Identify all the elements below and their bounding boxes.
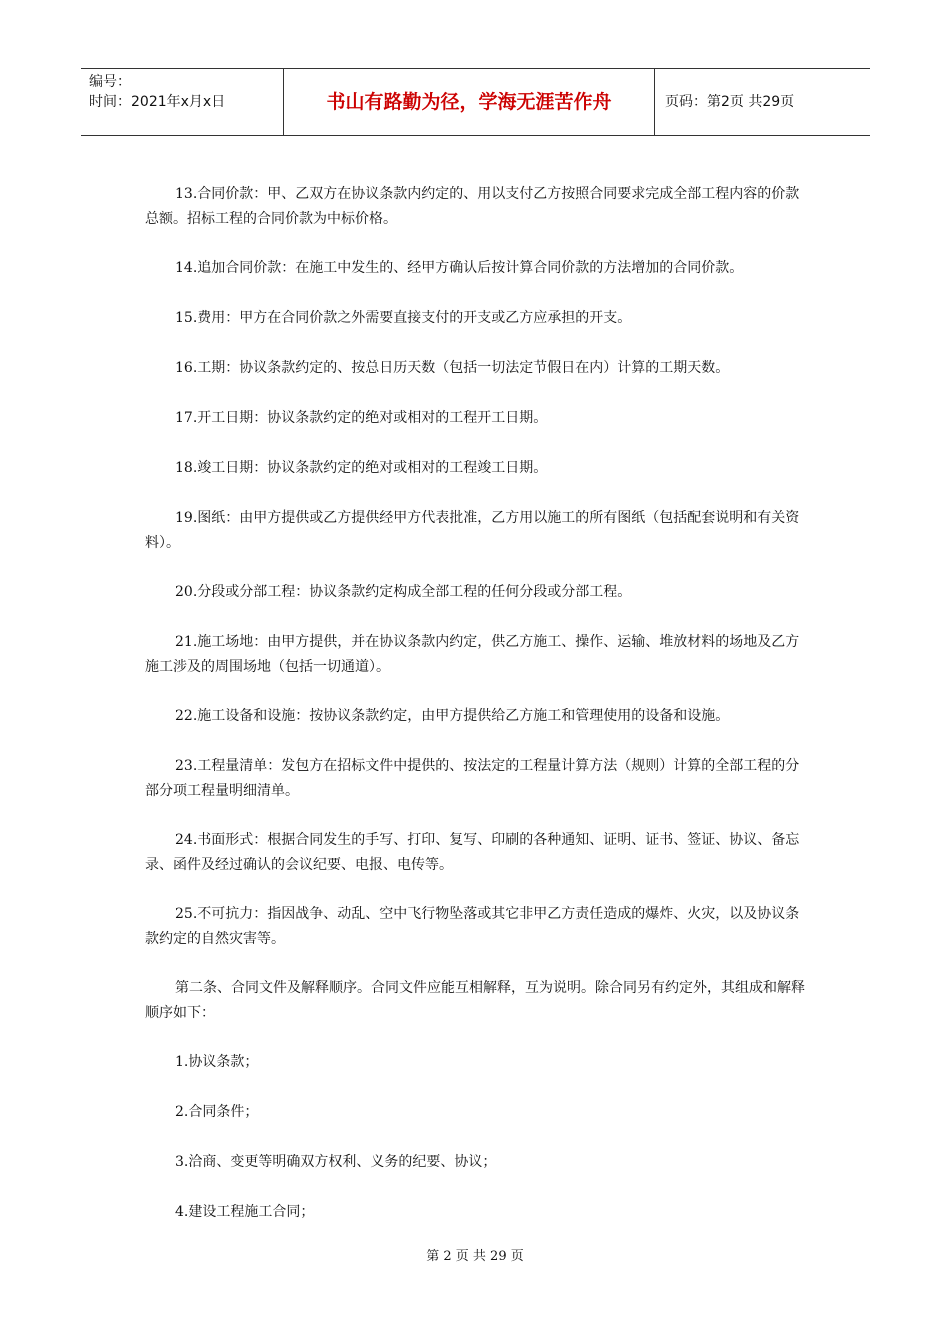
header-motto: 书山有路勤为径，学海无涯苦作舟: [283, 69, 655, 135]
list-item-3: 3.洽商、变更等明确双方权利、义务的纪要、协议；: [175, 1154, 497, 1170]
paragraph-15: 15.费用：甲方在合同价款之外需要直接支付的开支或乙方应承担的开支。: [175, 310, 632, 326]
paragraph-23: 23.工程量清单：发包方在招标文件中提供的、按法定的工程量计算方法（规则）计算的全部工程的分部分项工程量明细清单。: [145, 758, 800, 799]
list-item-2: 2.合同条件；: [175, 1104, 259, 1120]
list-item-1: 1.协议条款；: [175, 1054, 259, 1070]
paragraph-19: 19.图纸：由甲方提供或乙方提供经甲方代表批准，乙方用以施工的所有图纸（包括配套说明和有关资料）。: [145, 510, 800, 551]
paragraph-20: 20.分段或分部工程：协议条款约定构成全部工程的任何分段或分部工程。: [175, 584, 632, 600]
paragraph-25: 25.不可抗力：指因战争、动乱、空中飞行物坠落或其它非甲乙方责任造成的爆炸、火灾，以及协议条款约定的自然灾害等。: [145, 906, 800, 947]
article-2-intro: 第二条、合同文件及解释顺序。合同文件应能互相解释，互为说明。除合同另有约定外，其组成和解释顺序如下：: [145, 980, 805, 1021]
document-body: [145, 182, 810, 1250]
header-page-info: 页码：第2页 共29页: [665, 94, 795, 110]
paragraph-18: 18.竣工日期：协议条款约定的绝对或相对的工程竣工日期。: [175, 460, 548, 476]
page-header: [81, 68, 870, 136]
paragraph-21: 21.施工场地：由甲方提供，并在协议条款内约定，供乙方施工、操作、运输、堆放材料的场地及乙方施工涉及的周围场地（包括一切通道）。: [145, 634, 800, 675]
header-meta: [81, 69, 283, 135]
page-footer: 第 2 页 共 29 页: [426, 1249, 524, 1264]
list-item-4: 4.建设工程施工合同；: [175, 1204, 315, 1220]
paragraph-13: 13.合同价款：甲、乙双方在协议条款内约定的、用以支付乙方按照合同要求完成全部工程内容的价款总额。招标工程的合同价款为中标价格。: [145, 186, 800, 227]
paragraph-22: 22.施工设备和设施：按协议条款约定，由甲方提供给乙方施工和管理使用的设备和设施。: [175, 708, 730, 724]
document-date: 时间：2021年x月x日: [89, 94, 226, 110]
document-number: 编号：: [89, 74, 131, 90]
paragraph-17: 17.开工日期：协议条款约定的绝对或相对的工程开工日期。: [175, 410, 548, 426]
paragraph-14: 14.追加合同价款：在施工中发生的、经甲方确认后按计算合同价款的方法增加的合同价款。: [175, 260, 744, 276]
paragraph-16: 16.工期：协议条款约定的、按总日历天数（包括一切法定节假日在内）计算的工期天数。: [175, 360, 730, 376]
paragraph-24: 24.书面形式：根据合同发生的手写、打印、复写、印刷的各种通知、证明、证书、签证、协议、备忘录、函件及经过确认的会议纪要、电报、电传等。: [145, 832, 800, 873]
